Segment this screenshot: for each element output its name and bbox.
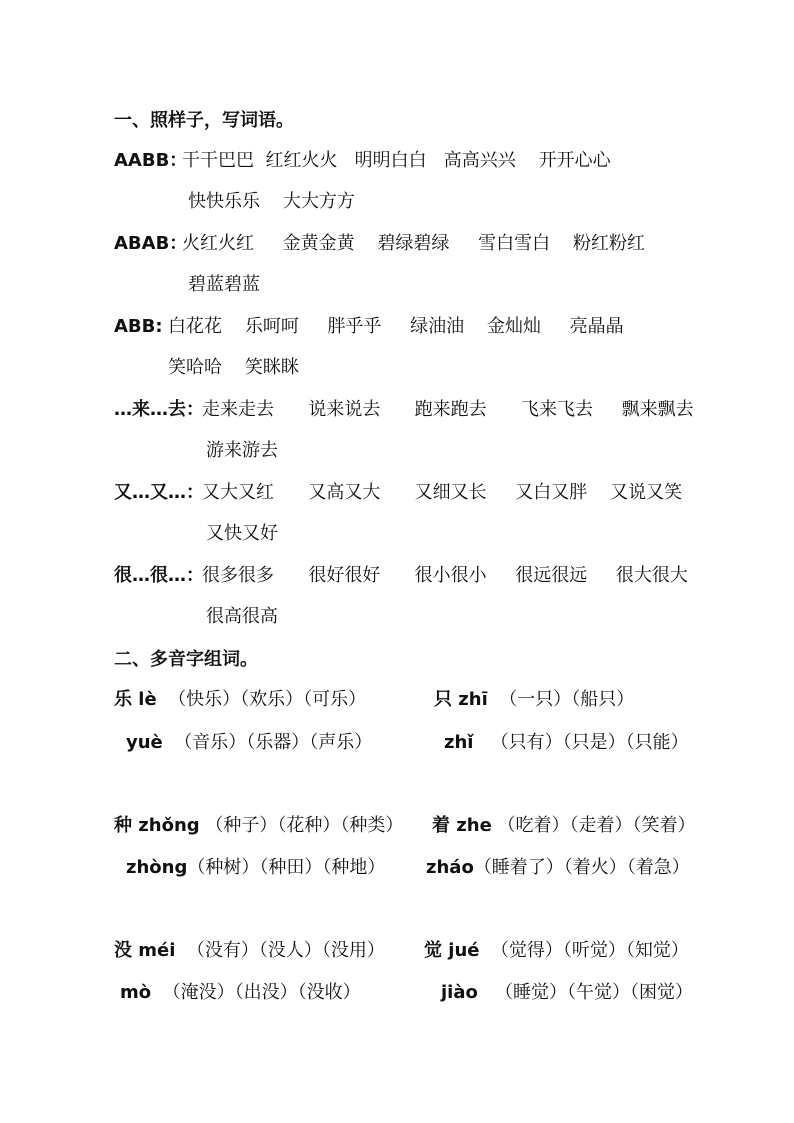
section2-title: 二、多音字组词。: [114, 649, 258, 670]
polyphone-pinyin: méi: [138, 940, 176, 961]
polyphone-entry: [114, 688, 366, 712]
group-label-abab: ABAB：: [114, 233, 188, 254]
polyphone-entry: [432, 814, 696, 838]
polyphone-entry: [126, 856, 385, 880]
group-label-you-you: 又…又…：: [114, 482, 204, 503]
polyphone-entry: [120, 981, 361, 1005]
polyphone-words: （没有）（没人）（没用）: [175, 940, 385, 961]
polyphone-words: （快乐）（欢乐）（可乐）: [156, 689, 367, 710]
group-label-aabb: AABB：: [114, 150, 188, 171]
polyphone-words: （淹没）（出没）（没收）: [151, 982, 361, 1003]
polyphone-words: （吃着）（走着）（笑着）: [491, 815, 696, 836]
polyphone-pinyin: zhe: [456, 815, 492, 836]
polyphone-entry: [114, 939, 385, 963]
group-row2-hen-hen: 很高很高: [206, 606, 278, 627]
polyphone-words: （一只）（船只）: [487, 689, 635, 710]
polyphone-pinyin: jué: [448, 940, 480, 961]
group-row2-abb: 笑哈哈 笑眯眯: [168, 357, 299, 378]
group-row1-abb: 白花花 乐呵呵 胖乎乎 绿油油 金灿灿 亮晶晶: [168, 316, 624, 337]
polyphone-entry: [114, 814, 403, 838]
polyphone-entry: [444, 731, 689, 755]
polyphone-words: （睡着了）（着火）（着急）: [473, 857, 690, 878]
polyphone-pinyin: jiào: [441, 982, 478, 1003]
group-row1-aabb: 干干巴巴 红红火火 明明白白 高高兴兴 开开心心: [182, 150, 611, 171]
polyphone-words: （种树）（种田）（种地）: [187, 857, 386, 878]
polyphone-char: 只: [434, 689, 459, 710]
group-label-hen-hen: 很…很…：: [114, 565, 204, 586]
section1-title: 一、照样子，写词语。: [114, 110, 294, 131]
polyphone-char: 着: [432, 815, 457, 836]
group-row2-lai-qu: 游来游去: [206, 440, 278, 461]
polyphone-words: （音乐）（乐器）（声乐）: [162, 732, 373, 753]
group-row2-abab: 碧蓝碧蓝: [188, 274, 260, 295]
polyphone-entry: [126, 731, 372, 755]
polyphone-words: （觉得）（听觉）（知觉）: [479, 940, 689, 961]
polyphone-entry: [426, 856, 690, 880]
polyphone-char: 乐: [114, 689, 139, 710]
polyphone-pinyin: zhǐ: [444, 732, 474, 753]
group-label-lai-qu: …来…去：: [114, 399, 204, 420]
group-row1-you-you: 又大又红 又高又大 又细又长 又白又胖 又说又笑: [202, 482, 683, 503]
polyphone-char: 种: [114, 815, 139, 836]
polyphone-entry: [441, 981, 693, 1005]
polyphone-words: （睡觉）（午觉）（困觉）: [477, 982, 694, 1003]
polyphone-words: （种子）（花种）（种类）: [199, 815, 404, 836]
group-row2-you-you: 又快又好: [206, 523, 278, 544]
polyphone-pinyin: lè: [138, 689, 157, 710]
polyphone-entry: [434, 688, 634, 712]
group-row1-hen-hen: 很多很多 很好很好 很小很小 很远很远 很大很大: [202, 565, 688, 586]
polyphone-pinyin: zhòng: [126, 857, 188, 878]
polyphone-entry: [424, 939, 689, 963]
group-row1-lai-qu: 走来走去 说来说去 跑来跑去 飞来飞去 飘来飘去: [202, 399, 694, 420]
polyphone-char: 没: [114, 940, 139, 961]
polyphone-pinyin: yuè: [126, 732, 163, 753]
polyphone-pinyin: mò: [120, 982, 152, 1003]
polyphone-pinyin: zhī: [458, 689, 488, 710]
group-row2-aabb: 快快乐乐 大大方方: [188, 191, 355, 212]
group-label-abb: ABB:: [114, 316, 163, 337]
group-row1-abab: 火红火红 金黄金黄 碧绿碧绿 雪白雪白 粉红粉红: [182, 233, 645, 254]
polyphone-char: 觉: [424, 940, 449, 961]
polyphone-words: （只有）（只是）（只能）: [473, 732, 689, 753]
polyphone-pinyin: zhǒng: [138, 815, 200, 836]
polyphone-pinyin: zháo: [426, 857, 474, 878]
